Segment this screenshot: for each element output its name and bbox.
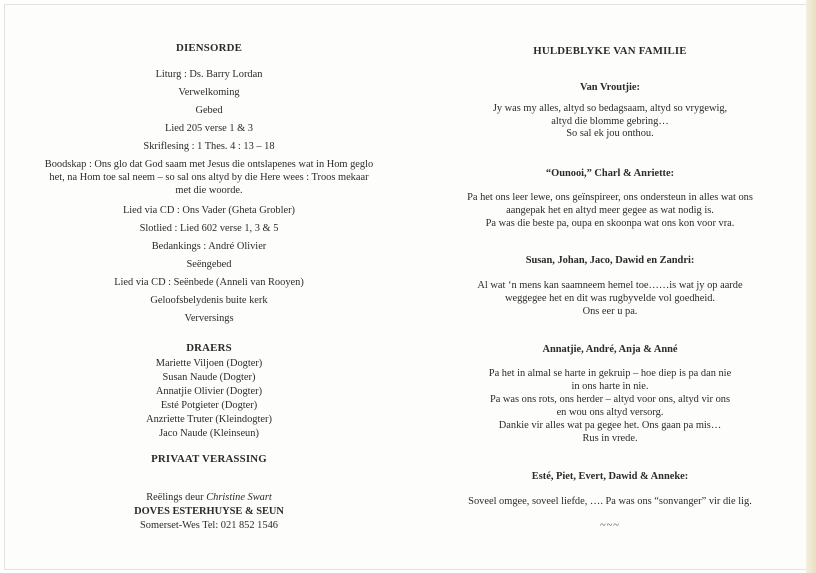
tribute-line: altyd die blomme gebring…: [551, 115, 669, 127]
tribute-line: Rus in vrede.: [582, 433, 638, 444]
tribute-line: aangepak het en altyd meer gegee as wat nodig is.: [506, 205, 714, 216]
bearer-name: Anzriette Truter (Kleindogter): [146, 414, 272, 425]
bearer-name: Jaco Naude (Kleinseun): [159, 428, 259, 439]
bearer-name: Mariette Viljoen (Dogter): [155, 358, 263, 369]
program-item: Verwelkoming: [178, 87, 240, 98]
bearer-name: Susan Naude (Dogter): [162, 372, 256, 383]
tribute-from: Annatjie, André, Anja & Anné: [542, 344, 678, 355]
program-item: Geloofsbelydenis buite kerk: [150, 295, 268, 306]
program-item: Slotlied : Lied 602 verse 1, 3 & 5: [139, 223, 279, 234]
program-title: DIENSORDE: [176, 42, 242, 54]
program-item: Skriflesing : 1 Thes. 4 : 13 – 18: [143, 141, 275, 152]
undertaker-block: [40, 491, 378, 533]
tribute-line: Ons eer u pa.: [582, 306, 638, 317]
tributes-title: HULDEBLYKE VAN FAMILIE: [533, 45, 687, 57]
tribute-line: Soveel omgee, soveel liefde, …. Pa was ons “sonvanger” vir die lig.: [468, 496, 752, 507]
tribute-from: Van Vroutjie:: [580, 82, 640, 93]
bearer-name: Esté Potgieter (Dogter): [160, 400, 258, 411]
arrangements-line: [40, 491, 378, 505]
program-items: [40, 67, 378, 157]
tribute-line: weggegee het en dit was rugbyvelde vol goedheid.: [504, 293, 716, 304]
undertaker-location: Somerset-Wes Tel: 021 852 1546: [140, 520, 278, 531]
tribute-line: Pa was die beste pa, oupa en skoonpa wat ons kon voor vra.: [485, 218, 735, 229]
program-item: Liturg : Ds. Barry Lordan: [155, 69, 263, 80]
tribute-line: en wou ons altyd versorg.: [556, 407, 664, 418]
tribute-entry: [440, 342, 780, 445]
bearers-title: DRAERS: [186, 342, 232, 354]
tribute-line: Al wat ‘n mens kan saamneem hemel toe……is wat jy op aarde: [477, 280, 743, 291]
tribute-line: Jy was my alles, altyd so bedagsaam, altyd so vrygewig,: [492, 103, 728, 114]
tribute-line: So sal ek jou onthou.: [566, 128, 654, 139]
program-items-2: [40, 203, 378, 329]
tribute-entry: [440, 166, 780, 230]
tribute-line: Pa het in almal se harte in gekruip – hoe diep is pa dan nie: [488, 368, 732, 379]
program-item: Lied via CD : Ons Vader (Gheta Grobler): [122, 205, 296, 216]
arranged-by: Christine Swart: [206, 492, 272, 503]
tribute-line: in ons harte in nie.: [571, 381, 649, 392]
tribute-line: Pa was ons rots, ons herder – altyd voor ons, altyd vir ons: [489, 394, 731, 405]
bearer-name: Annatjie Olivier (Dogter): [155, 386, 263, 397]
program-item: Seëngebed: [186, 259, 232, 270]
burial-title: PRIVAAT VERASSING: [151, 453, 267, 465]
program-message: Boodskap : Ons glo dat God saam met Jesus die ontslapenes wat in Hom geglo het, na Hom toe sal neem – so sal ons altyd by die Here wees : Troos mekaar met die woorde.: [44, 159, 374, 196]
tribute-line: Dankie vir alles wat pa gegee het. Ons gaan pa mis…: [498, 420, 722, 431]
end-mark: ~~~: [600, 520, 620, 531]
bearers-list: [40, 357, 378, 441]
tribute-entry: [440, 469, 780, 508]
tribute-line: Pa het ons leer lewe, ons geïnspireer, ons ondersteun in alles wat ons: [467, 192, 753, 203]
program-item: Gebed: [195, 105, 223, 116]
arrangements-prefix: Reëlings deur: [146, 492, 207, 503]
tribute-from: Susan, Johan, Jaco, Dawid en Zandri:: [525, 255, 695, 266]
tribute-from: “Ounooi,” Charl & Anriette:: [545, 168, 675, 179]
program-item: Verversings: [184, 313, 234, 324]
tribute-from: Esté, Piet, Evert, Dawid & Anneke:: [531, 471, 689, 482]
tribute-entry: [440, 80, 780, 141]
page-edge: [806, 0, 816, 573]
program-item: Bedankings : André Olivier: [151, 241, 267, 252]
undertaker-company: DOVES ESTERHUYSE & SEUN: [134, 506, 284, 517]
program-item: Lied via CD : Seënbede (Anneli van Rooyen): [114, 277, 304, 288]
program-item: Lied 205 verse 1 & 3: [164, 123, 253, 134]
tribute-entry: [440, 253, 780, 318]
